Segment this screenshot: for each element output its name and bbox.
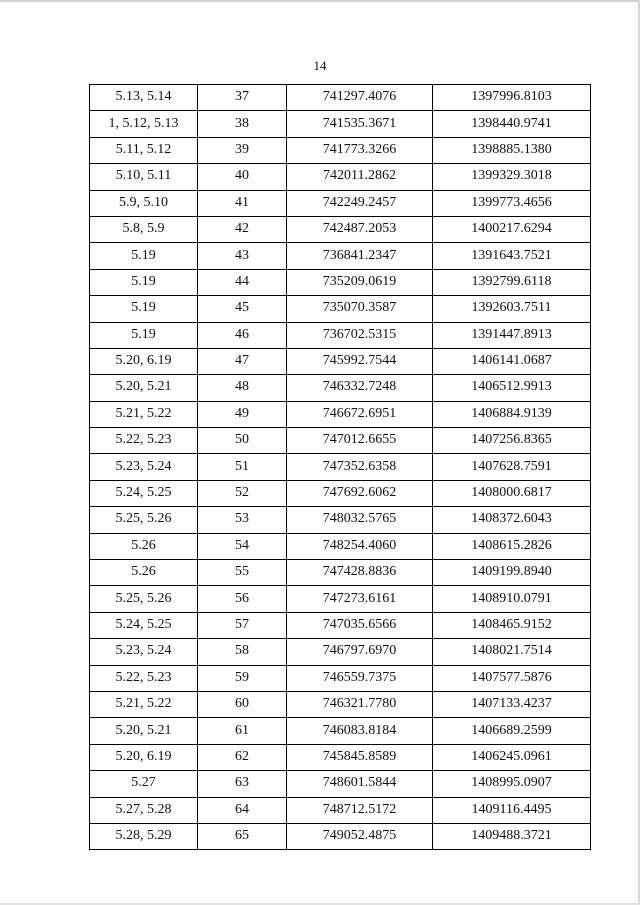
point-number-cell: 53 [198, 507, 287, 533]
parcel-ref-cell: 5.28, 5.29 [90, 823, 198, 849]
y-coordinate-cell: 1406884.9139 [433, 401, 591, 427]
x-coordinate-cell: 746559.7375 [287, 665, 433, 691]
x-coordinate-cell: 746672.6951 [287, 401, 433, 427]
y-coordinate-cell: 1392799.6118 [433, 269, 591, 295]
table-row [90, 322, 591, 348]
table-row [90, 771, 591, 797]
table-row [90, 454, 591, 480]
parcel-ref-cell: 5.13, 5.14 [90, 85, 198, 111]
table-row [90, 296, 591, 322]
point-number-cell: 40 [198, 164, 287, 190]
parcel-ref-cell: 5.10, 5.11 [90, 164, 198, 190]
y-coordinate-cell: 1391447.8913 [433, 322, 591, 348]
point-number-cell: 63 [198, 771, 287, 797]
table-row [90, 348, 591, 374]
x-coordinate-cell: 748601.5844 [287, 771, 433, 797]
table-row [90, 560, 591, 586]
table-row [90, 665, 591, 691]
y-coordinate-cell: 1406689.2599 [433, 718, 591, 744]
point-number-cell: 46 [198, 322, 287, 348]
y-coordinate-cell: 1397996.8103 [433, 85, 591, 111]
y-coordinate-cell: 1406245.0961 [433, 744, 591, 770]
table-row [90, 375, 591, 401]
x-coordinate-cell: 735209.0619 [287, 269, 433, 295]
point-number-cell: 52 [198, 480, 287, 506]
x-coordinate-cell: 748032.5765 [287, 507, 433, 533]
point-number-cell: 62 [198, 744, 287, 770]
x-coordinate-cell: 735070.3587 [287, 296, 433, 322]
table-row [90, 691, 591, 717]
x-coordinate-cell: 746083.8184 [287, 718, 433, 744]
parcel-ref-cell: 5.25, 5.26 [90, 507, 198, 533]
parcel-ref-cell: 5.20, 5.21 [90, 718, 198, 744]
table-row [90, 533, 591, 559]
y-coordinate-cell: 1408372.6043 [433, 507, 591, 533]
parcel-ref-cell: 5.27 [90, 771, 198, 797]
point-number-cell: 64 [198, 797, 287, 823]
x-coordinate-cell: 736841.2347 [287, 243, 433, 269]
y-coordinate-cell: 1409488.3721 [433, 823, 591, 849]
point-number-cell: 48 [198, 375, 287, 401]
point-number-cell: 42 [198, 216, 287, 242]
table-row [90, 216, 591, 242]
table-row [90, 164, 591, 190]
table-row [90, 190, 591, 216]
y-coordinate-cell: 1407133.4237 [433, 691, 591, 717]
point-number-cell: 50 [198, 428, 287, 454]
x-coordinate-cell: 745992.7544 [287, 348, 433, 374]
point-number-cell: 59 [198, 665, 287, 691]
y-coordinate-cell: 1392603.7511 [433, 296, 591, 322]
table-row [90, 243, 591, 269]
parcel-ref-cell: 5.21, 5.22 [90, 691, 198, 717]
point-number-cell: 60 [198, 691, 287, 717]
parcel-ref-cell: 5.27, 5.28 [90, 797, 198, 823]
point-number-cell: 41 [198, 190, 287, 216]
x-coordinate-cell: 749052.4875 [287, 823, 433, 849]
table-row [90, 639, 591, 665]
table-row [90, 612, 591, 638]
y-coordinate-cell: 1409116.4495 [433, 797, 591, 823]
table-row [90, 111, 591, 137]
y-coordinate-cell: 1391643.7521 [433, 243, 591, 269]
y-coordinate-cell: 1400217.6294 [433, 216, 591, 242]
table-row [90, 718, 591, 744]
coordinates-table-body [90, 85, 591, 850]
parcel-ref-cell: 5.25, 5.26 [90, 586, 198, 612]
y-coordinate-cell: 1408615.2826 [433, 533, 591, 559]
point-number-cell: 65 [198, 823, 287, 849]
page-number: 14 [313, 58, 327, 73]
x-coordinate-cell: 742487.2053 [287, 216, 433, 242]
point-number-cell: 47 [198, 348, 287, 374]
parcel-ref-cell: 5.11, 5.12 [90, 137, 198, 163]
y-coordinate-cell: 1407577.5876 [433, 665, 591, 691]
table-row [90, 744, 591, 770]
parcel-ref-cell: 5.22, 5.23 [90, 665, 198, 691]
table-row [90, 137, 591, 163]
point-number-cell: 61 [198, 718, 287, 744]
table-row [90, 797, 591, 823]
table-row [90, 428, 591, 454]
y-coordinate-cell: 1399773.4656 [433, 190, 591, 216]
page-border-top [0, 0, 640, 2]
coordinates-table [89, 84, 591, 850]
parcel-ref-cell: 5.21, 5.22 [90, 401, 198, 427]
y-coordinate-cell: 1407256.8365 [433, 428, 591, 454]
x-coordinate-cell: 742011.2862 [287, 164, 433, 190]
point-number-cell: 39 [198, 137, 287, 163]
table-row [90, 401, 591, 427]
y-coordinate-cell: 1409199.8940 [433, 560, 591, 586]
y-coordinate-cell: 1406141.0687 [433, 348, 591, 374]
y-coordinate-cell: 1399329.3018 [433, 164, 591, 190]
y-coordinate-cell: 1398885.1380 [433, 137, 591, 163]
point-number-cell: 49 [198, 401, 287, 427]
point-number-cell: 38 [198, 111, 287, 137]
parcel-ref-cell: 5.20, 6.19 [90, 348, 198, 374]
x-coordinate-cell: 747035.6566 [287, 612, 433, 638]
parcel-ref-cell: 5.24, 5.25 [90, 612, 198, 638]
table-row [90, 823, 591, 849]
point-number-cell: 55 [198, 560, 287, 586]
table-row [90, 85, 591, 111]
parcel-ref-cell: 5.19 [90, 322, 198, 348]
x-coordinate-cell: 747692.6062 [287, 480, 433, 506]
table-row [90, 269, 591, 295]
table-row [90, 586, 591, 612]
x-coordinate-cell: 746321.7780 [287, 691, 433, 717]
parcel-ref-cell: 5.19 [90, 269, 198, 295]
x-coordinate-cell: 741297.4076 [287, 85, 433, 111]
y-coordinate-cell: 1407628.7591 [433, 454, 591, 480]
x-coordinate-cell: 747428.8836 [287, 560, 433, 586]
x-coordinate-cell: 745845.8589 [287, 744, 433, 770]
x-coordinate-cell: 748712.5172 [287, 797, 433, 823]
x-coordinate-cell: 746797.6970 [287, 639, 433, 665]
point-number-cell: 58 [198, 639, 287, 665]
y-coordinate-cell: 1408021.7514 [433, 639, 591, 665]
parcel-ref-cell: 5.19 [90, 243, 198, 269]
point-number-cell: 37 [198, 85, 287, 111]
x-coordinate-cell: 741535.3671 [287, 111, 433, 137]
parcel-ref-cell: 5.26 [90, 560, 198, 586]
parcel-ref-cell: 5.19 [90, 296, 198, 322]
point-number-cell: 56 [198, 586, 287, 612]
y-coordinate-cell: 1398440.9741 [433, 111, 591, 137]
x-coordinate-cell: 747273.6161 [287, 586, 433, 612]
x-coordinate-cell: 741773.3266 [287, 137, 433, 163]
x-coordinate-cell: 742249.2457 [287, 190, 433, 216]
parcel-ref-cell: 5.26 [90, 533, 198, 559]
parcel-ref-cell: 5.9, 5.10 [90, 190, 198, 216]
table-row [90, 507, 591, 533]
x-coordinate-cell: 736702.5315 [287, 322, 433, 348]
point-number-cell: 43 [198, 243, 287, 269]
parcel-ref-cell: 5.24, 5.25 [90, 480, 198, 506]
y-coordinate-cell: 1408995.0907 [433, 771, 591, 797]
point-number-cell: 44 [198, 269, 287, 295]
y-coordinate-cell: 1408465.9152 [433, 612, 591, 638]
parcel-ref-cell: 5.20, 6.19 [90, 744, 198, 770]
x-coordinate-cell: 747352.6358 [287, 454, 433, 480]
parcel-ref-cell: 5.23, 5.24 [90, 639, 198, 665]
parcel-ref-cell: 1, 5.12, 5.13 [90, 111, 198, 137]
point-number-cell: 45 [198, 296, 287, 322]
point-number-cell: 54 [198, 533, 287, 559]
x-coordinate-cell: 746332.7248 [287, 375, 433, 401]
point-number-cell: 51 [198, 454, 287, 480]
y-coordinate-cell: 1408910.0791 [433, 586, 591, 612]
table-row [90, 480, 591, 506]
parcel-ref-cell: 5.22, 5.23 [90, 428, 198, 454]
y-coordinate-cell: 1408000.6817 [433, 480, 591, 506]
parcel-ref-cell: 5.8, 5.9 [90, 216, 198, 242]
y-coordinate-cell: 1406512.9913 [433, 375, 591, 401]
x-coordinate-cell: 748254.4060 [287, 533, 433, 559]
x-coordinate-cell: 747012.6655 [287, 428, 433, 454]
parcel-ref-cell: 5.23, 5.24 [90, 454, 198, 480]
parcel-ref-cell: 5.20, 5.21 [90, 375, 198, 401]
point-number-cell: 57 [198, 612, 287, 638]
